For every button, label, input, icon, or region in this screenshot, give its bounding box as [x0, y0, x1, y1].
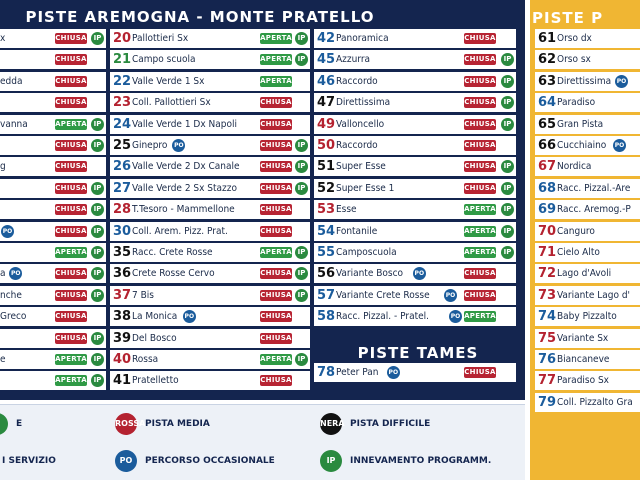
- slope-number: 25: [113, 138, 132, 153]
- slope-name: Camposcuola: [336, 247, 397, 258]
- status-badge: APERTA: [464, 312, 496, 320]
- status-badge: CHIUSA: [260, 312, 292, 320]
- slope-number: 56: [317, 266, 336, 281]
- legend-label: E: [16, 419, 23, 429]
- slope-row[interactable]: [314, 264, 516, 283]
- status-badge: CHIUSA: [464, 98, 496, 106]
- snowmaking-icon: IP: [91, 374, 104, 387]
- slope-row[interactable]: [314, 363, 516, 382]
- slope-number: 38: [113, 309, 132, 324]
- status-badge: CHIUSA: [464, 34, 496, 42]
- snowmaking-icon: IP: [91, 203, 104, 216]
- slope-name: Pratelletto: [132, 375, 179, 386]
- legend-label: PERCORSO OCCASIONALE: [145, 456, 275, 466]
- legend-label: INNEVAMENTO PROGRAMM.: [350, 456, 492, 466]
- slope-row[interactable]: [110, 243, 310, 262]
- slope-name: Orso sx: [557, 54, 591, 65]
- status-badge: CHIUSA: [260, 184, 292, 192]
- slope-name: Super Esse 1: [336, 183, 395, 194]
- occasional-route-icon: PO: [183, 310, 196, 323]
- slope-name: Orso dx: [557, 33, 592, 44]
- slope-row[interactable]: [110, 371, 310, 390]
- snowmaking-icon: IP: [91, 139, 104, 152]
- snowmaking-icon: IP: [295, 32, 308, 45]
- snowmaking-icon: IP: [295, 53, 308, 66]
- slope-name: Variante Lago d': [557, 290, 630, 301]
- slope-name: Crete Rosse Cervo: [132, 268, 215, 279]
- slope-row[interactable]: [0, 72, 106, 91]
- slope-name: Racc. Crete Rosse: [132, 247, 213, 258]
- slope-row[interactable]: [535, 222, 640, 241]
- legend-label: I SERVIZIO: [2, 456, 56, 466]
- slope-name: La Monica: [132, 311, 178, 322]
- slope-row[interactable]: [110, 72, 310, 91]
- slope-row[interactable]: [0, 93, 106, 112]
- slope-name: Racc. Pizzal.-Are: [557, 183, 631, 194]
- slope-name: Racc. Aremog.-P: [557, 204, 631, 215]
- slope-name: x: [0, 33, 6, 44]
- slope-row[interactable]: [535, 50, 640, 69]
- slope-name: Rossa: [132, 354, 159, 365]
- slope-row[interactable]: [314, 115, 516, 134]
- slope-name: Baby Pizzalto: [557, 311, 617, 322]
- slope-name: Raccordo: [336, 76, 378, 87]
- slope-number: 73: [538, 288, 557, 303]
- occasional-route-icon: PO: [413, 267, 426, 280]
- slope-number: 53: [317, 202, 336, 217]
- slope-number: 41: [113, 373, 132, 388]
- slope-number: 63: [538, 74, 557, 89]
- slope-row[interactable]: [110, 157, 310, 176]
- snowmaking-icon: IP: [501, 203, 514, 216]
- slope-row[interactable]: [314, 136, 516, 155]
- slope-name: Cucchiaino: [557, 140, 607, 151]
- slope-number: 22: [113, 74, 132, 89]
- slope-number: 51: [317, 159, 336, 174]
- status-badge: CHIUSA: [55, 34, 87, 42]
- status-badge: CHIUSA: [55, 205, 87, 213]
- snowmaking-icon: IP: [501, 160, 514, 173]
- slope-name: T.Tesoro - Mammellone: [132, 204, 235, 215]
- slope-name: Nordica: [557, 161, 592, 172]
- slope-row[interactable]: [110, 350, 310, 369]
- status-badge: CHIUSA: [260, 98, 292, 106]
- aremogna-title: PISTE AREMOGNA - MONTE PRATELLO: [25, 8, 375, 26]
- slope-number: 67: [538, 159, 557, 174]
- snowmaking-icon: IP: [91, 289, 104, 302]
- slope-row[interactable]: [535, 72, 640, 91]
- slope-row[interactable]: [314, 200, 516, 219]
- slope-number: 79: [538, 395, 557, 410]
- snowmaking-icon: IP: [501, 96, 514, 109]
- snowmaking-icon: IP: [91, 267, 104, 280]
- slope-row[interactable]: [110, 179, 310, 198]
- slope-row[interactable]: [0, 264, 106, 283]
- status-badge: CHIUSA: [464, 162, 496, 170]
- slope-number: 39: [113, 331, 132, 346]
- status-badge: APERTA: [55, 248, 87, 256]
- slope-name: Variante Bosco: [336, 268, 404, 279]
- slope-number: 52: [317, 181, 336, 196]
- slope-number: 62: [538, 52, 557, 67]
- slope-number: 23: [113, 95, 132, 110]
- slope-row[interactable]: [110, 136, 310, 155]
- slope-row[interactable]: [110, 264, 310, 283]
- status-badge: CHIUSA: [55, 77, 87, 85]
- status-badge: CHIUSA: [260, 162, 292, 170]
- legend-label: PISTA DIFFICILE: [350, 419, 431, 429]
- status-badge: CHIUSA: [55, 312, 87, 320]
- slope-name: Valle Verde 2 Dx Canale: [132, 161, 240, 172]
- slope-name: g: [0, 161, 6, 172]
- status-badge: CHIUSA: [260, 334, 292, 342]
- slope-row[interactable]: [110, 222, 310, 241]
- slope-row[interactable]: [535, 350, 640, 369]
- status-badge: CHIUSA: [55, 162, 87, 170]
- slope-row[interactable]: [314, 93, 516, 112]
- slope-row[interactable]: [0, 200, 106, 219]
- slope-name: Valle Verde 1 Dx Napoli: [132, 119, 237, 130]
- slope-name: Del Bosco: [132, 333, 177, 344]
- slope-name: e: [0, 354, 6, 365]
- snowmaking-icon: IP: [91, 246, 104, 259]
- status-badge: CHIUSA: [55, 98, 87, 106]
- status-badge: CHIUSA: [464, 120, 496, 128]
- slope-number: 78: [317, 365, 336, 380]
- slope-number: 21: [113, 52, 132, 67]
- slope-number: 50: [317, 138, 336, 153]
- status-badge: CHIUSA: [55, 291, 87, 299]
- legend-ip-icon: IP: [320, 450, 342, 472]
- slope-row[interactable]: [535, 243, 640, 262]
- slope-number: 66: [538, 138, 557, 153]
- slope-row[interactable]: [535, 329, 640, 348]
- slope-name: Campo scuola: [132, 54, 196, 65]
- slope-row[interactable]: [314, 157, 516, 176]
- slope-row[interactable]: [0, 136, 106, 155]
- legend-rossa-icon: ROSSA: [115, 413, 137, 435]
- slope-number: 35: [113, 245, 132, 260]
- legend-po-icon: PO: [115, 450, 137, 472]
- slope-number: 26: [113, 159, 132, 174]
- slope-number: 70: [538, 224, 557, 239]
- status-badge: CHIUSA: [464, 368, 496, 376]
- slope-row[interactable]: [110, 200, 310, 219]
- slope-name: Panoramica: [336, 33, 389, 44]
- slope-name: 7 Bis: [132, 290, 154, 301]
- status-badge: CHIUSA: [260, 376, 292, 384]
- slope-row[interactable]: [0, 243, 106, 262]
- status-badge: CHIUSA: [260, 269, 292, 277]
- snowmaking-icon: IP: [295, 267, 308, 280]
- status-badge: CHIUSA: [55, 55, 87, 63]
- slope-row[interactable]: [535, 93, 640, 112]
- slope-name: Paradiso Sx: [557, 375, 609, 386]
- slope-name: Ginepro: [132, 140, 168, 151]
- status-badge: APERTA: [55, 376, 87, 384]
- occasional-route-icon: PO: [613, 139, 626, 152]
- slope-row[interactable]: [314, 179, 516, 198]
- snowmaking-icon: IP: [501, 75, 514, 88]
- status-badge: APERTA: [55, 355, 87, 363]
- slope-row[interactable]: [0, 371, 106, 390]
- occasional-route-icon: PO: [615, 75, 628, 88]
- snowmaking-icon: IP: [501, 182, 514, 195]
- snowmaking-icon: IP: [295, 160, 308, 173]
- slope-name: nche: [0, 290, 22, 301]
- slope-row[interactable]: [0, 222, 106, 241]
- slope-row[interactable]: [0, 307, 106, 326]
- slope-row[interactable]: [110, 29, 310, 48]
- slope-number: 24: [113, 117, 132, 132]
- status-badge: CHIUSA: [464, 269, 496, 277]
- status-badge: CHIUSA: [464, 77, 496, 85]
- slope-row[interactable]: [314, 307, 516, 326]
- slope-row[interactable]: [110, 50, 310, 69]
- slope-row[interactable]: [110, 307, 310, 326]
- status-badge: CHIUSA: [260, 205, 292, 213]
- slope-row[interactable]: [0, 50, 106, 69]
- slope-row[interactable]: [0, 329, 106, 348]
- slope-name: vanna: [0, 119, 28, 130]
- slope-row[interactable]: [314, 72, 516, 91]
- slope-number: 40: [113, 352, 132, 367]
- slope-row[interactable]: [535, 136, 640, 155]
- slope-number: 54: [317, 224, 336, 239]
- status-badge: CHIUSA: [55, 227, 87, 235]
- snowmaking-icon: IP: [91, 332, 104, 345]
- status-badge: CHIUSA: [260, 120, 292, 128]
- snowmaking-icon: IP: [501, 118, 514, 131]
- slope-row[interactable]: [535, 393, 640, 412]
- status-badge: CHIUSA: [464, 291, 496, 299]
- snowmaking-icon: IP: [91, 32, 104, 45]
- status-badge: APERTA: [260, 34, 292, 42]
- slope-name: Paradiso: [557, 97, 596, 108]
- status-badge: CHIUSA: [55, 269, 87, 277]
- slope-row[interactable]: [110, 286, 310, 305]
- snowmaking-icon: IP: [295, 182, 308, 195]
- slope-number: 47: [317, 95, 336, 110]
- slope-row[interactable]: [535, 286, 640, 305]
- slope-number: 61: [538, 31, 557, 46]
- slope-row[interactable]: [0, 286, 106, 305]
- slope-row[interactable]: [0, 157, 106, 176]
- tames-title: PISTE TAMES: [357, 344, 479, 362]
- status-badge: CHIUSA: [260, 141, 292, 149]
- pizzalto-title: PISTE P: [532, 9, 604, 27]
- slope-row[interactable]: [110, 329, 310, 348]
- slope-number: 75: [538, 331, 557, 346]
- slope-name: Variante Crete Rosse: [336, 290, 430, 301]
- slope-number: 74: [538, 309, 557, 324]
- slope-row[interactable]: [0, 350, 106, 369]
- slope-row[interactable]: [0, 115, 106, 134]
- slope-name: Fontanile: [336, 226, 378, 237]
- slope-name: Gran Pista: [557, 119, 604, 130]
- slope-row[interactable]: [0, 29, 106, 48]
- slope-name: Azzurra: [336, 54, 371, 65]
- slope-row[interactable]: [314, 50, 516, 69]
- slope-row[interactable]: [314, 286, 516, 305]
- slope-row[interactable]: [314, 29, 516, 48]
- slope-name: Valle Verde 1 Sx: [132, 76, 205, 87]
- status-badge: CHIUSA: [260, 227, 292, 235]
- status-badge: APERTA: [260, 77, 292, 85]
- status-badge: APERTA: [464, 248, 496, 256]
- occasional-route-icon: PO: [9, 267, 22, 280]
- slope-number: 69: [538, 202, 557, 217]
- slope-row[interactable]: [535, 157, 640, 176]
- legend-easy-icon: [0, 413, 8, 435]
- snowmaking-icon: IP: [501, 246, 514, 259]
- slope-name: Direttissima: [336, 97, 391, 108]
- slope-number: 37: [113, 288, 132, 303]
- occasional-route-icon: PO: [444, 289, 457, 302]
- status-badge: APERTA: [464, 205, 496, 213]
- slope-row[interactable]: [535, 29, 640, 48]
- snowmaking-icon: IP: [501, 225, 514, 238]
- slope-name: edda: [0, 76, 23, 87]
- occasional-route-icon: PO: [387, 366, 400, 379]
- slope-row[interactable]: [314, 222, 516, 241]
- snowmaking-icon: IP: [91, 182, 104, 195]
- slope-name: Cielo Alto: [557, 247, 600, 258]
- slope-number: 46: [317, 74, 336, 89]
- slope-row[interactable]: [0, 179, 106, 198]
- snowmaking-icon: IP: [501, 53, 514, 66]
- status-badge: CHIUSA: [55, 184, 87, 192]
- status-badge: CHIUSA: [55, 334, 87, 342]
- slope-name: Peter Pan: [336, 367, 379, 378]
- status-badge: APERTA: [260, 355, 292, 363]
- slope-name: Valloncello: [336, 119, 385, 130]
- snowmaking-icon: IP: [295, 139, 308, 152]
- slope-number: 30: [113, 224, 132, 239]
- slope-name: Raccordo: [336, 140, 378, 151]
- slope-name: Coll. Pallottieri Sx: [132, 97, 211, 108]
- occasional-route-icon: PO: [172, 139, 185, 152]
- legend: [0, 404, 525, 480]
- slope-number: 36: [113, 266, 132, 281]
- status-badge: CHIUSA: [260, 291, 292, 299]
- slope-row[interactable]: [535, 371, 640, 390]
- status-badge: APERTA: [55, 120, 87, 128]
- slope-name: Lago d'Avoli: [557, 268, 612, 279]
- slope-number: 72: [538, 266, 557, 281]
- status-badge: CHIUSA: [464, 141, 496, 149]
- slope-name: Direttissima: [557, 76, 612, 87]
- slope-name: Variante Sx: [557, 333, 609, 344]
- slope-number: 58: [317, 309, 336, 324]
- slope-number: 42: [317, 31, 336, 46]
- slope-name: Super Esse: [336, 161, 386, 172]
- status-badge: CHIUSA: [464, 55, 496, 63]
- slope-number: 20: [113, 31, 132, 46]
- slope-name: Valle Verde 2 Sx Stazzo: [132, 183, 237, 194]
- slope-number: 57: [317, 288, 336, 303]
- slope-row[interactable]: [535, 179, 640, 198]
- slope-row[interactable]: [535, 307, 640, 326]
- slope-name: Coll. Arem. Pizz. Prat.: [132, 226, 228, 237]
- slope-number: 76: [538, 352, 557, 367]
- slope-name: Racc. Pizzal. - Pratel.: [336, 311, 430, 322]
- snowmaking-icon: IP: [295, 246, 308, 259]
- legend-label: PISTA MEDIA: [145, 419, 210, 429]
- slope-row[interactable]: [110, 93, 310, 112]
- slope-number: 45: [317, 52, 336, 67]
- slope-name: Esse: [336, 204, 357, 215]
- slope-number: 77: [538, 373, 557, 388]
- slope-number: 27: [113, 181, 132, 196]
- status-badge: APERTA: [260, 248, 292, 256]
- status-badge: APERTA: [464, 227, 496, 235]
- legend-nera-icon: NERA: [320, 413, 342, 435]
- snowmaking-icon: IP: [295, 353, 308, 366]
- snowmaking-icon: IP: [295, 289, 308, 302]
- slope-number: 65: [538, 117, 557, 132]
- slope-row[interactable]: [535, 264, 640, 283]
- slope-name: Canguro: [557, 226, 595, 237]
- status-badge: CHIUSA: [464, 184, 496, 192]
- slope-name: Pallottieri Sx: [132, 33, 189, 44]
- occasional-route-icon: PO: [449, 310, 462, 323]
- slope-row[interactable]: [110, 115, 310, 134]
- slope-number: 71: [538, 245, 557, 260]
- status-badge: APERTA: [260, 55, 292, 63]
- slope-row[interactable]: [535, 200, 640, 219]
- snowmaking-icon: IP: [91, 118, 104, 131]
- slope-number: 28: [113, 202, 132, 217]
- occasional-route-icon: PO: [1, 225, 14, 238]
- snowmaking-icon: IP: [91, 225, 104, 238]
- slope-number: 64: [538, 95, 557, 110]
- slope-name: a: [0, 268, 6, 279]
- slope-row[interactable]: [535, 115, 640, 134]
- slope-number: 49: [317, 117, 336, 132]
- slope-row[interactable]: [314, 243, 516, 262]
- slope-name: Greco: [0, 311, 27, 322]
- status-badge: CHIUSA: [55, 141, 87, 149]
- slope-name: Coll. Pizzalto Gra: [557, 397, 633, 408]
- snowmaking-icon: IP: [91, 353, 104, 366]
- slope-number: 55: [317, 245, 336, 260]
- slope-number: 68: [538, 181, 557, 196]
- slope-name: Biancaneve: [557, 354, 610, 365]
